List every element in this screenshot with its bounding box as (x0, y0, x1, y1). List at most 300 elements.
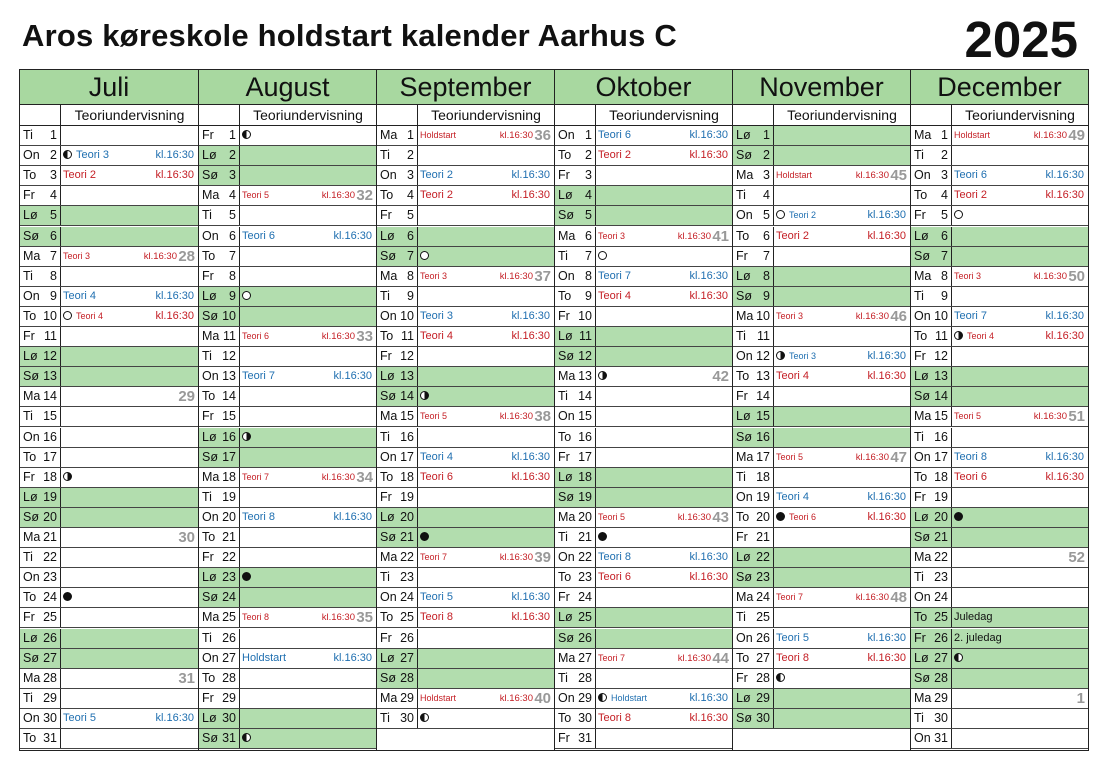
full-moon-icon (420, 251, 429, 260)
weekday-label: Ti (914, 288, 924, 303)
date-cell (733, 468, 774, 487)
weekday-label: Ti (380, 710, 390, 725)
day-row (733, 387, 910, 407)
date-cell (911, 146, 952, 165)
weekday-label: Sø (558, 489, 574, 504)
date-cell (199, 689, 240, 708)
day-row (555, 367, 732, 387)
event-time: kl.16:30 (689, 691, 728, 704)
date-cell (733, 709, 774, 728)
date-cell (20, 709, 61, 728)
weekday-label: Ti (380, 148, 390, 163)
day-row (199, 206, 376, 226)
weekday-label: Ti (914, 429, 924, 444)
day-number: 1 (763, 128, 770, 142)
day-row (733, 247, 910, 267)
date-cell (199, 387, 240, 406)
day-row (20, 347, 198, 367)
day-number: 31 (222, 731, 236, 745)
day-row (733, 407, 910, 427)
day-number: 23 (578, 570, 592, 585)
day-row (377, 247, 554, 267)
day-row (555, 247, 732, 267)
day-row (555, 709, 732, 729)
event-label: Teori 6 (789, 511, 817, 522)
date-cell (911, 649, 952, 668)
date-cell (20, 428, 61, 447)
day-number: 12 (43, 349, 57, 364)
weekday-label: Sø (380, 670, 396, 685)
date-cell (20, 689, 61, 708)
day-number: 22 (43, 550, 57, 565)
day-number: 23 (222, 570, 236, 585)
date-cell (199, 629, 240, 648)
new-moon-icon (776, 512, 785, 521)
event-label: Teori 2 (789, 210, 817, 221)
event-time: kl.16:30 (499, 411, 533, 423)
day-row (733, 488, 910, 508)
day-row (555, 508, 732, 528)
weekday-label: Ma (736, 308, 754, 323)
date-cell (555, 186, 596, 205)
weekday-label: To (558, 429, 572, 444)
day-row (20, 629, 198, 649)
event-time: kl.16:30 (855, 451, 889, 463)
day-row (20, 588, 198, 608)
event-label: Teori 6 (954, 169, 988, 182)
event-label: Teori 8 (954, 450, 988, 463)
weekday-label: Fr (736, 248, 748, 263)
weekday-label: Ma (914, 128, 932, 142)
teori-subheader (733, 105, 910, 126)
date-cell (555, 629, 596, 648)
day-number: 3 (407, 168, 414, 183)
date-cell (199, 267, 240, 286)
day-row (20, 669, 198, 689)
day-row (199, 287, 376, 307)
event-label: Teori 2 (954, 189, 988, 202)
day-number: 2 (941, 148, 948, 163)
date-cell (377, 709, 418, 728)
date-cell (377, 347, 418, 366)
day-row (377, 347, 554, 367)
day-number: 14 (578, 389, 592, 404)
day-number: 23 (400, 570, 414, 585)
date-cell (199, 407, 240, 426)
first-moon-icon (63, 150, 72, 159)
date-cell (20, 146, 61, 165)
day-number: 1 (941, 128, 948, 142)
day-number: 9 (763, 288, 770, 303)
day-row (911, 126, 1088, 146)
date-cell (20, 468, 61, 487)
event-label: Teori 7 (242, 471, 270, 482)
day-number: 6 (585, 228, 592, 243)
weekday-label: Ma (380, 690, 398, 705)
week-number: 30 (178, 529, 195, 546)
day-number: 16 (43, 429, 57, 444)
date-cell (20, 669, 61, 688)
day-row (555, 227, 732, 247)
day-number: 24 (756, 590, 770, 605)
date-cell (199, 247, 240, 266)
day-row (20, 327, 198, 347)
day-number: 12 (934, 349, 948, 364)
day-number: 25 (578, 610, 592, 625)
day-row (733, 568, 910, 588)
day-row (199, 729, 376, 749)
day-number: 18 (400, 469, 414, 484)
day-row (199, 669, 376, 689)
weekday-label: Ma (202, 188, 220, 203)
date-cell (20, 548, 61, 567)
day-row (377, 468, 554, 488)
event-label: Teori 7 (598, 269, 632, 282)
event-time: kl.16:30 (1045, 470, 1084, 483)
day-number: 27 (400, 650, 414, 665)
weekday-label: Sø (558, 349, 574, 364)
weekday-label: To (914, 610, 928, 625)
teoriundervisning-label: Teoriundervisning (787, 107, 897, 123)
weekday-label: Lø (202, 570, 217, 585)
day-number: 22 (934, 550, 948, 565)
weekday-label: Ti (202, 489, 212, 504)
date-cell (911, 669, 952, 688)
day-number: 11 (579, 329, 592, 343)
day-number: 4 (229, 188, 236, 203)
day-number: 30 (934, 710, 948, 725)
weekday-label: Ma (23, 248, 41, 263)
date-cell (377, 407, 418, 426)
day-number: 7 (229, 248, 236, 263)
day-number: 27 (578, 650, 592, 665)
weekday-label: Ma (914, 690, 932, 705)
day-row (377, 548, 554, 568)
weekday-label: Sø (558, 630, 574, 645)
event-label: Teori 8 (598, 711, 632, 724)
weekday-label: To (23, 590, 37, 605)
day-row (377, 528, 554, 548)
date-cell (199, 548, 240, 567)
date-cell (377, 448, 418, 467)
day-row (20, 709, 198, 729)
day-number: 25 (934, 610, 948, 625)
event-time: kl.16:30 (333, 651, 372, 664)
date-cell (911, 327, 952, 346)
date-cell (733, 307, 774, 326)
weekday-label: On (914, 449, 931, 464)
day-number: 13 (222, 369, 236, 384)
day-row (911, 407, 1088, 427)
event-time: kl.16:30 (499, 130, 533, 141)
weekday-label: Ti (23, 690, 33, 705)
day-row (199, 428, 376, 448)
weekday-label: Fr (736, 389, 748, 404)
weekday-label: Ti (23, 409, 33, 424)
date-cell (733, 206, 774, 225)
week-number: 35 (356, 609, 373, 627)
day-row (20, 729, 198, 749)
weekday-label: Lø (558, 188, 573, 203)
weekday-label: Lø (202, 288, 217, 303)
event-time: kl.16:30 (321, 331, 355, 342)
day-row (199, 186, 376, 206)
weekday-label: Fr (914, 208, 926, 223)
day-number: 1 (585, 128, 592, 142)
day-row (199, 568, 376, 588)
day-number: 21 (934, 530, 948, 544)
weekday-label: On (736, 208, 753, 223)
month-column-oktober (555, 70, 733, 750)
full-moon-icon (598, 251, 607, 260)
weekday-label: Sø (23, 509, 39, 524)
day-row (555, 347, 732, 367)
week-number: 37 (534, 267, 551, 285)
date-cell (555, 669, 596, 688)
day-number: 5 (585, 208, 592, 223)
first-moon-icon (420, 713, 429, 722)
event-label: Teori 7 (420, 552, 448, 563)
weekday-label: Lø (914, 369, 929, 384)
day-number: 6 (50, 228, 57, 243)
weekday-label: On (736, 630, 753, 645)
week-number: 48 (890, 589, 907, 607)
day-number: 3 (585, 168, 592, 183)
date-cell (733, 588, 774, 607)
weekday-label: To (202, 248, 216, 263)
day-row (911, 448, 1088, 468)
day-number: 29 (934, 690, 948, 705)
weekday-label: On (558, 690, 575, 705)
day-number: 22 (400, 550, 414, 565)
day-number: 16 (400, 429, 414, 444)
weekday-label: On (202, 509, 219, 524)
day-row (733, 206, 910, 226)
event-label: Teori 3 (789, 351, 817, 362)
weekday-label: Lø (23, 349, 38, 364)
weekday-label: Sø (380, 530, 396, 544)
weekday-label: Ma (380, 268, 398, 283)
date-cell (377, 488, 418, 507)
event-time: kl.16:30 (321, 190, 355, 202)
day-number: 7 (763, 248, 770, 263)
date-cell (555, 649, 596, 668)
date-cell (199, 126, 240, 145)
teori-subheader (377, 105, 554, 126)
event-time: kl.16:30 (677, 511, 711, 523)
event-label: Teori 6 (598, 571, 632, 584)
day-number: 21 (578, 530, 592, 544)
day-row (733, 709, 910, 729)
event-label: Teori 5 (954, 411, 982, 422)
day-row (555, 608, 732, 628)
date-cell (20, 729, 61, 748)
weekday-label: Ti (558, 530, 568, 544)
day-number: 10 (400, 308, 414, 323)
day-row (733, 126, 910, 146)
event-label: Holdstart (611, 692, 648, 703)
day-number: 15 (400, 409, 414, 424)
day-number: 30 (400, 710, 414, 725)
day-number: 29 (43, 690, 57, 705)
event-label: Teori 8 (776, 651, 810, 664)
day-number: 24 (578, 590, 592, 605)
day-row (199, 247, 376, 267)
day-number: 12 (578, 349, 592, 364)
day-number: 20 (934, 509, 948, 524)
date-cell (555, 588, 596, 607)
event-label: Teori 8 (598, 551, 632, 564)
day-row (20, 146, 198, 166)
weekday-label: Sø (380, 248, 396, 263)
day-number: 14 (43, 389, 57, 404)
date-cell (733, 689, 774, 708)
weekday-label: Ti (202, 349, 212, 364)
weekday-label: To (380, 610, 394, 625)
day-row (377, 689, 554, 709)
event-time: kl.16:30 (511, 330, 550, 342)
weekday-label: On (23, 288, 40, 303)
weekday-label: Lø (558, 329, 573, 343)
day-number: 27 (222, 650, 236, 665)
day-number: 13 (400, 369, 414, 384)
day-row (377, 588, 554, 608)
teori-subheader (555, 105, 732, 126)
day-number: 9 (407, 288, 414, 303)
day-number: 17 (756, 449, 770, 464)
day-number: 5 (50, 208, 57, 223)
date-cell (733, 247, 774, 266)
day-number: 9 (585, 288, 592, 303)
day-row (911, 608, 1088, 628)
date-cell (733, 166, 774, 185)
day-row (20, 448, 198, 468)
day-row (911, 729, 1088, 749)
date-cell (377, 468, 418, 487)
date-cell (20, 367, 61, 386)
weekday-label: To (558, 288, 572, 303)
day-row (911, 709, 1088, 729)
weekday-label: Lø (23, 208, 38, 223)
week-number: 52 (1068, 549, 1085, 567)
event-label: Teori 6 (598, 129, 632, 141)
day-row (911, 488, 1088, 508)
date-cell (733, 327, 774, 346)
weekday-label: Ti (23, 268, 33, 283)
weekday-label: On (202, 369, 219, 384)
date-cell (555, 568, 596, 587)
weekday-label: Ti (558, 670, 568, 685)
date-cell (733, 227, 774, 246)
date-cell (377, 669, 418, 688)
day-number: 20 (756, 509, 770, 524)
day-number: 21 (222, 530, 236, 544)
day-number: 13 (578, 369, 592, 384)
day-number: 18 (222, 469, 236, 484)
last-moon-icon (954, 331, 963, 340)
day-number: 20 (578, 509, 592, 524)
date-cell (20, 287, 61, 306)
date-cell (733, 407, 774, 426)
day-row (199, 126, 376, 146)
day-number: 22 (756, 550, 770, 565)
date-cell (555, 548, 596, 567)
week-number: 39 (534, 549, 551, 567)
weekday-label: To (914, 188, 928, 203)
date-cell (733, 186, 774, 205)
weekday-label: Lø (202, 148, 217, 163)
day-number: 20 (43, 509, 57, 524)
event-time: kl.16:30 (1045, 330, 1084, 342)
day-number: 26 (400, 630, 414, 645)
day-number: 29 (222, 690, 236, 705)
day-row (733, 528, 910, 548)
date-cell (377, 206, 418, 225)
date-cell (555, 387, 596, 406)
full-moon-icon (63, 311, 72, 320)
day-number: 10 (222, 308, 236, 323)
day-number: 18 (756, 469, 770, 484)
event-time: kl.16:30 (511, 189, 550, 202)
last-moon-icon (63, 472, 72, 481)
date-cell (199, 608, 240, 627)
event-time: kl.16:30 (689, 711, 728, 724)
date-cell (733, 548, 774, 567)
date-cell (199, 528, 240, 547)
day-number: 21 (756, 530, 770, 544)
weekday-label: To (380, 329, 394, 343)
event-time: kl.16:30 (867, 651, 906, 664)
day-number: 24 (934, 590, 948, 605)
week-number: 41 (712, 227, 729, 245)
day-row (911, 588, 1088, 608)
date-cell (733, 428, 774, 447)
day-number: 13 (934, 369, 948, 384)
weekday-label: Fr (558, 590, 570, 605)
day-number: 21 (43, 530, 57, 544)
weekday-label: Lø (558, 610, 573, 625)
teoriundervisning-label: Teoriundervisning (431, 107, 541, 123)
day-number: 17 (43, 449, 57, 464)
day-row (20, 528, 198, 548)
day-number: 19 (756, 489, 770, 504)
weekday-label: On (736, 349, 753, 364)
weekday-label: Sø (736, 429, 752, 444)
event-label: Teori 3 (420, 309, 454, 322)
date-cell (377, 588, 418, 607)
day-number: 22 (222, 550, 236, 565)
date-cell (555, 448, 596, 467)
date-cell (911, 428, 952, 447)
event-time: kl.16:30 (867, 370, 906, 383)
date-cell (555, 488, 596, 507)
event-label: Teori 7 (242, 370, 276, 383)
day-number: 15 (756, 409, 770, 424)
day-number: 17 (222, 449, 236, 464)
weekday-label: On (914, 168, 931, 183)
event-label: Teori 3 (598, 230, 626, 241)
day-number: 4 (585, 188, 592, 203)
day-row (733, 649, 910, 669)
day-row (199, 367, 376, 387)
day-number: 12 (756, 349, 770, 364)
date-cell (733, 568, 774, 587)
day-row (555, 468, 732, 488)
weekday-label: Ma (736, 168, 754, 183)
weekday-label: Fr (736, 670, 748, 685)
date-cell (555, 347, 596, 366)
day-row (199, 146, 376, 166)
